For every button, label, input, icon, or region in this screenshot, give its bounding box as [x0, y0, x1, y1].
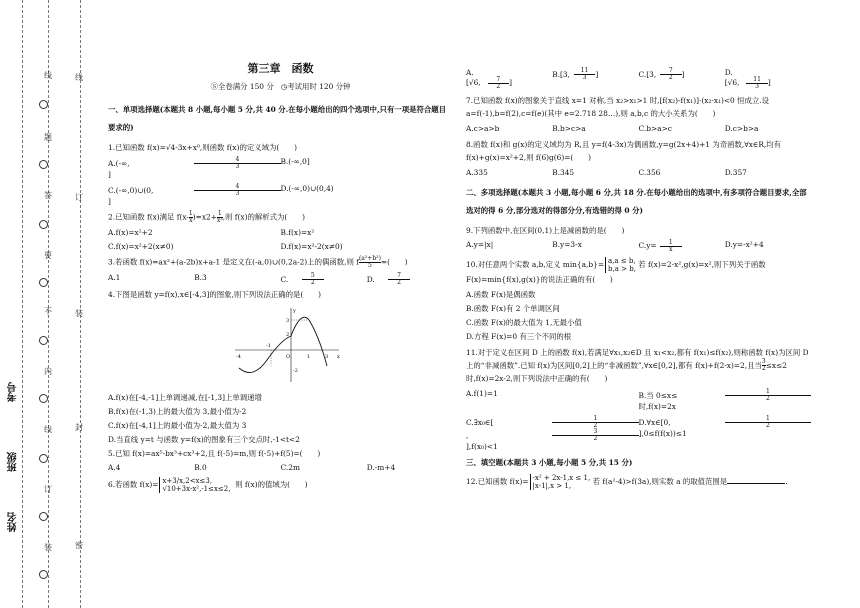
binding-char: 线 — [44, 425, 52, 434]
q8-option-c: C.356 — [638, 167, 661, 177]
binding-line-middle — [48, 0, 49, 608]
binding-char: 答 — [44, 191, 52, 200]
q5-option-d: D.-m+4 — [366, 463, 396, 472]
left-column — [108, 64, 453, 497]
q7-stem: 7.已知函数 f(x)的图象关于直线 x=1 对称,当 x₂>x₁>1 时,[f(x₂)-f(x₁)]·(x₂-x₁)<0 恒成立.设 a=f(-1),b=f(2),c=f(e)(其中 e=2.718 28…),则 a,b,c 的大小关系为( ) — [466, 95, 769, 118]
q6-option-a: A.[√6, $\frac{7}{2}$] — [466, 68, 513, 90]
q10-option-a: A.函数 F(x)是偶函数 — [466, 289, 536, 299]
q6-option-d: D.[√6, $\frac{11}{3}$] — [724, 68, 771, 90]
x-tick-label: -4 — [236, 354, 241, 360]
binding-hole — [39, 100, 48, 109]
exam-number-label: 考号 — [8, 382, 19, 402]
q1-stem: 1.已知函数 f(x)=√4-3x+x⁰,则函数 f(x)的定义域为( ) — [108, 143, 297, 152]
q5-option-b: B.0 — [194, 463, 207, 472]
q8-option-b: B.345 — [552, 167, 575, 177]
exam-meta — [108, 82, 453, 92]
q6-option-c: C.[3, $\frac{7}{2}$] — [638, 67, 685, 81]
q9-option-d: D.y=-x²+4 — [724, 239, 764, 249]
binding-hole — [39, 570, 48, 579]
q4-option-d: D.当直线 y=t 与函数 y=f(x)的图象有三个交点时,-1<t<2 — [108, 435, 300, 444]
q11-option-c: C.∃x₀∈[ $\frac{1}{2}$, $\frac{3}{2}],f(x_0)<1$ — [466, 416, 639, 452]
q9-options — [466, 240, 811, 253]
q7-option-b: B.b>c>a — [552, 123, 586, 133]
q2-option-c: C.f(x)=x²+2(x≠0) — [108, 242, 174, 251]
q8-option-d: D.357 — [724, 167, 747, 177]
binding-char: 订 — [44, 485, 52, 494]
q3-option-d: D. $\frac{7}{2}$ — [367, 273, 453, 286]
binding-hole — [39, 220, 48, 229]
binding-hole — [39, 160, 48, 169]
score-note: 全卷满分 150 分 — [217, 82, 274, 91]
y-tick-label: 2 — [286, 332, 290, 338]
q2-stem: 2.已知函数 f(x)满足 f(x- $\frac{1}{x})=x2+$ $\frac{1}{\text{x²}}$,则 f(x)的解析式为( ) — [108, 210, 305, 224]
binding-char: 线 — [44, 71, 52, 80]
q7-options — [466, 124, 811, 134]
name-label: 姓名 — [8, 512, 19, 532]
q11-option-b: B.当 0≤x≤ $\frac{1}{2}$时,f(x)=2x — [639, 389, 812, 412]
q11-options-ab — [466, 389, 811, 412]
q11-option-d: D.∀x∈[0, $\frac{1}{2}],0\le f(f(x))\le 1$ — [639, 416, 812, 452]
q1-option-a: A.(-∞, $\frac{4}{3}$] — [108, 157, 281, 180]
binding-char: 订 — [75, 193, 83, 202]
binding-line-left — [22, 0, 23, 608]
x-tick-label: -1 — [266, 343, 271, 349]
q10-option-c: C.函数 F(x)的最大值为 1,无最小值 — [466, 317, 582, 327]
q5-option-c: C.2m — [280, 463, 300, 472]
q2-option-a: A.f(x)=x²+2 — [108, 228, 153, 237]
q8-option-a: A.335 — [466, 167, 488, 177]
q3-option-b: B.3 — [194, 273, 207, 282]
q1-options-cd — [108, 184, 453, 207]
binding-char: 线 — [75, 73, 83, 82]
section1-heading: 一、单项选择题(本题共 8 小题,每小题 5 分,共 40 分.在每小题给出的四个选项中,只有一项是符合题目要求的) — [108, 105, 447, 132]
clock-icon: ◷ — [280, 82, 288, 91]
binding-margin — [0, 0, 100, 608]
q1-option-d: D.(-∞,0)∪(0,4) — [280, 184, 334, 193]
q8-stem: 8.函数 f(x)和 g(x)的定义域均为 R,且 y=f(4-3x)为偶函数,y=g(2x+4)+1 为奇函数,∀x∈R,均有 f(x)+g(x)=x²+2,则 f(6)g(6)=( ) — [466, 139, 782, 162]
y-tick-label: -2 — [293, 368, 298, 374]
q10-option-b: B.函数 F(x)有 2 个单调区间 — [466, 303, 560, 313]
class-label: 班级 — [8, 452, 19, 472]
q10-option-d: D.方程 F(x)=0 有三个不同的根 — [466, 331, 572, 341]
binding-char: 题 — [44, 133, 52, 142]
binding-char: 要 — [44, 251, 52, 260]
right-column — [466, 64, 811, 494]
q1-options-ab — [108, 157, 453, 180]
binding-hole — [39, 336, 48, 345]
q5-options — [108, 463, 453, 473]
q12-stem: 12.已知函数 f(x)= -x² + 2x-1,x ≤ 1, |x-1|,x > 1, 若 f(a²-4)>f(3a),则实数 a 的取值范围是 . — [466, 474, 788, 490]
q11-options-cd — [466, 416, 811, 452]
q4-function-graph — [233, 306, 343, 384]
q6-option-b: B.[3, $\frac{11}{3}$] — [552, 67, 599, 81]
y-tick-label: 3 — [286, 318, 290, 324]
q2-option-b: B.f(x)=x² — [280, 228, 315, 237]
q10-stem: 10.对任意两个实数 a,b,定义 min{a,b}= a,a ≤ b, b,a > b, 若 f(x)=2-x²,g(x)=x²,则下列关于函数 F(x)=min{f(x),g(x)}的说法正确的有( ) — [466, 256, 766, 284]
q5-stem: 5.已知 f(x)=ax⁵-bx³+cx³+2,且 f(-5)=m,则 f(-5)+f(5)=( ) — [108, 449, 321, 458]
q1-option-c: C.(-∞,0)∪(0, $\frac{4}{3}$] — [108, 184, 281, 207]
q3-options — [108, 273, 453, 286]
binding-char: 装 — [75, 309, 83, 318]
function-curve — [239, 317, 327, 372]
q11-stem: 11.对于定义在区间 D 上的函数 f(x),若满足∀x₁,x₂∈D 且 x₁<x₂,都有 f(x₁)≤f(x₂),则称函数 f(x)为区间 D 上的“非减函数”.已知 f(x)为区间[0,2]上的“非减函数”,∀x∈[0,2],都有 f(x)+f(2-x)=2,且当 $\frac{3}{2}\le x\le 2$ 时,f(x)=2x-2,则下列说法中正确的有( ) — [466, 347, 809, 383]
q7-option-a: A.c>a>b — [466, 123, 500, 133]
q9-stem: 9.下列函数中,在区间(0,1)上是减函数的是( ) — [466, 225, 625, 235]
score-icon: Ⓢ — [210, 82, 218, 91]
q9-option-c: C.y= $\frac{1}{x}$ — [639, 240, 725, 253]
q6-options — [466, 68, 811, 90]
q6-stem: 6.若函数 f(x)= x+3/x,2<x≤3, √10+3x-x²,-1≤x≤2, 则 f(x)的值域为( ) — [108, 477, 308, 493]
q4-option-a: A.f(x)在[-4,-1]上单调递减,在[-1,3]上单调递增 — [108, 393, 262, 402]
binding-char: 封 — [75, 423, 83, 432]
q2-options-cd — [108, 242, 453, 252]
q11-option-a: A.f(1)=1 — [466, 389, 498, 398]
section2-heading: 二、多项选择题(本题共 3 小题,每小题 6 分,共 18 分.在每小题给出的选项中,有多项符合题目要求,全部选对的得 6 分,部分选对的得部分分,有选错的得 0 分) — [466, 187, 807, 215]
q5-option-a: A.4 — [108, 463, 121, 472]
binding-char: 密 — [75, 541, 83, 550]
q2-options-ab — [108, 228, 453, 238]
section3-heading: 三、填空题(本题共 3 小题,每小题 5 分,共 15 分) — [466, 458, 633, 467]
q8-options — [466, 168, 811, 178]
q2-option-d: D.f(x)=x²-2(x≠0) — [280, 242, 343, 251]
q4-option-c: C.f(x)在[-4,1]上的最小值为-2,最大值为 3 — [108, 421, 247, 430]
binding-hole — [39, 454, 48, 463]
y-axis-label: y — [293, 308, 296, 314]
time-note: 考试用时 120 分钟 — [287, 82, 351, 91]
q12-answer-blank[interactable] — [727, 483, 785, 484]
q7-option-d: D.c>b>a — [724, 123, 759, 133]
q9-option-b: B.y=3-x — [552, 239, 582, 249]
q4-option-b: B.f(x)在(-1,3)上的最大值为 3,最小值为-2 — [108, 407, 247, 416]
q4-stem: 4.下图是函数 y=f(x),x∈[-4,3]的图象,则下列说法正确的是( ) — [108, 290, 321, 299]
x-axis-label: x — [337, 354, 340, 360]
binding-hole — [39, 512, 48, 521]
binding-line-right — [80, 0, 81, 608]
q3-option-a: A.1 — [108, 273, 121, 282]
q3-option-c: C. $\frac{5}{2}$ — [281, 273, 367, 286]
binding-char: 内 — [44, 367, 52, 376]
x-tick-label: 3 — [325, 354, 329, 360]
x-tick-label: O — [286, 354, 291, 360]
q3-stem: 3.若函数 f(x)=ax²+(a-2b)x+a-1 是定义在(-a,0)∪(0,2a-2)上的偶函数,则 f $\frac{\text{(a²+b²)}}{5}=$( ) — [108, 255, 408, 269]
binding-hole — [39, 278, 48, 287]
binding-char: 不 — [44, 307, 52, 316]
q9-option-a: A.y=|x| — [466, 239, 494, 249]
binding-char: 装 — [44, 543, 52, 552]
x-tick-label: 1 — [307, 354, 311, 360]
page-title: 第三章 函数 — [247, 62, 314, 75]
binding-hole — [39, 394, 48, 403]
q1-option-b: B.(-∞,0] — [280, 157, 310, 166]
q7-option-c: C.b>a>c — [638, 123, 672, 133]
